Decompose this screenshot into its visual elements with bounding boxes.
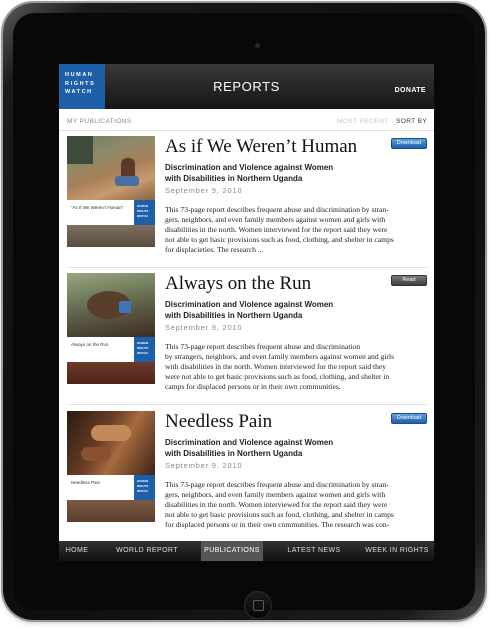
summary-line: were not able to get basic provisions such as food, clothing, and shelter in	[165, 372, 390, 381]
cover-brand-line: RIGHTS	[137, 346, 149, 350]
bottom-tab-bar	[59, 541, 434, 561]
divider	[67, 267, 427, 268]
page-title: REPORTS	[213, 79, 280, 94]
cover-info	[67, 200, 155, 225]
subtitle-line: Discrimination and Violence against Women	[165, 438, 334, 447]
cover-band	[67, 500, 155, 522]
cover-brand	[134, 337, 155, 362]
summary-line: This 73-page report describes frequent abuse and discrimination	[165, 342, 361, 351]
summary-line: gers, neighbors, and even family members against women and girls with	[165, 490, 386, 499]
report-date: September 9, 2010	[165, 186, 243, 195]
summary-line: by strangers, neighbors, and even family members against women and girls	[165, 352, 395, 361]
report-summary	[165, 205, 427, 255]
summary-line: for displaced persons or in their own communities. The research was con-	[165, 520, 390, 529]
camera-icon	[255, 43, 260, 48]
subtitle-line: with Disabilities in Northern Uganda	[165, 311, 303, 320]
report-title[interactable]: Needless Pain	[165, 411, 273, 432]
summary-line: camps for displaced persons or in their own communities.	[165, 382, 341, 391]
download-button[interactable]: Download	[391, 138, 427, 149]
app-screen	[59, 64, 434, 561]
most-recent-option[interactable]: MOST RECENT	[337, 118, 389, 125]
cover-brand	[134, 475, 155, 500]
cover-brand-line: WATCH	[137, 489, 148, 493]
logo-line: WATCH	[65, 89, 93, 95]
report-subtitle	[165, 162, 365, 184]
logo-line: RIGHTS	[65, 80, 96, 87]
report-date: September 9, 2010	[165, 323, 243, 332]
cover-band	[67, 225, 155, 247]
summary-line: not able to get basic provisions such as food, clothing, and shelter in camps	[165, 235, 394, 244]
tab-latest-news[interactable]: LATEST NEWS	[287, 547, 341, 554]
cover-title: Always on the Run	[71, 342, 109, 347]
summary-line: This 73-page report describes frequent abuse and discrimination by stran-	[165, 480, 389, 489]
cover-brand-line: RIGHTS	[137, 209, 149, 213]
report-cover-image[interactable]	[67, 136, 155, 247]
cover-title: “As If We Weren’t Human”	[71, 205, 124, 210]
subtitle-line: Discrimination and Violence against Women	[165, 163, 334, 172]
cover-photo	[67, 273, 155, 337]
tab-home[interactable]: HOME	[65, 547, 89, 554]
summary-line: with disabilities in the north. Women interviewed for the report said they	[165, 362, 387, 371]
subtitle-line: Discrimination and Violence against Women	[165, 300, 334, 309]
cover-brand-line: HUMAN	[137, 204, 149, 208]
cover-brand-line: WATCH	[137, 214, 148, 218]
divider	[67, 404, 427, 405]
tab-world-report[interactable]: WORLD REPORT	[116, 547, 178, 554]
home-square-icon	[253, 600, 264, 611]
summary-line: disabilities in the north. Women interviewed for the report said they were	[165, 500, 388, 509]
logo-line: HUMAN	[65, 72, 94, 78]
summary-line: disabilities in the north. Women interviewed for the report said they were	[165, 225, 388, 234]
top-bar	[59, 64, 434, 109]
cover-brand-line: HUMAN	[137, 479, 149, 483]
summary-line: gers, neighbors, and even family members against women and girls with	[165, 215, 386, 224]
report-cover-image[interactable]	[67, 411, 155, 522]
cover-photo	[67, 411, 155, 475]
sort-by-button[interactable]: SORT BY	[396, 118, 428, 125]
home-button[interactable]	[244, 591, 272, 619]
report-title[interactable]: Always on the Run	[165, 273, 312, 294]
report-cover-image[interactable]	[67, 273, 155, 384]
report-subtitle	[165, 437, 365, 459]
my-publications-link[interactable]: MY PUBLICATIONS	[67, 118, 132, 125]
report-title[interactable]: As if We Weren’t Human	[165, 136, 358, 157]
subtitle-line: with Disabilities in Northern Uganda	[165, 449, 303, 458]
cover-info	[67, 475, 155, 500]
cover-info	[67, 337, 155, 362]
filter-bar	[59, 109, 434, 131]
report-subtitle	[165, 299, 365, 321]
tab-week-in-rights[interactable]: WEEK IN RIGHTS	[365, 547, 429, 554]
cover-brand-line: RIGHTS	[137, 484, 149, 488]
download-button[interactable]: Download	[391, 413, 427, 424]
cover-brand-line: WATCH	[137, 351, 148, 355]
report-summary	[165, 342, 427, 392]
report-summary	[165, 480, 427, 530]
cover-band	[67, 362, 155, 384]
cover-brand-line: HUMAN	[137, 341, 149, 345]
tab-publications[interactable]: PUBLICATIONS	[201, 541, 263, 561]
summary-line: for displacieties. The research ...	[165, 245, 264, 254]
cover-brand	[134, 200, 155, 225]
subtitle-line: with Disabilities in Northern Uganda	[165, 174, 303, 183]
summary-line: This 73-page report describes frequent abuse and discrimination by stran-	[165, 205, 389, 214]
cover-title: Needless Pain	[71, 480, 101, 485]
donate-button[interactable]: DONATE	[394, 87, 426, 94]
summary-line: not able to get basic provisions such as food, clothing, and shelter in camps	[165, 510, 394, 519]
cover-photo	[67, 136, 155, 200]
read-button[interactable]: Read	[391, 275, 427, 286]
report-date: September 9, 2010	[165, 461, 243, 470]
